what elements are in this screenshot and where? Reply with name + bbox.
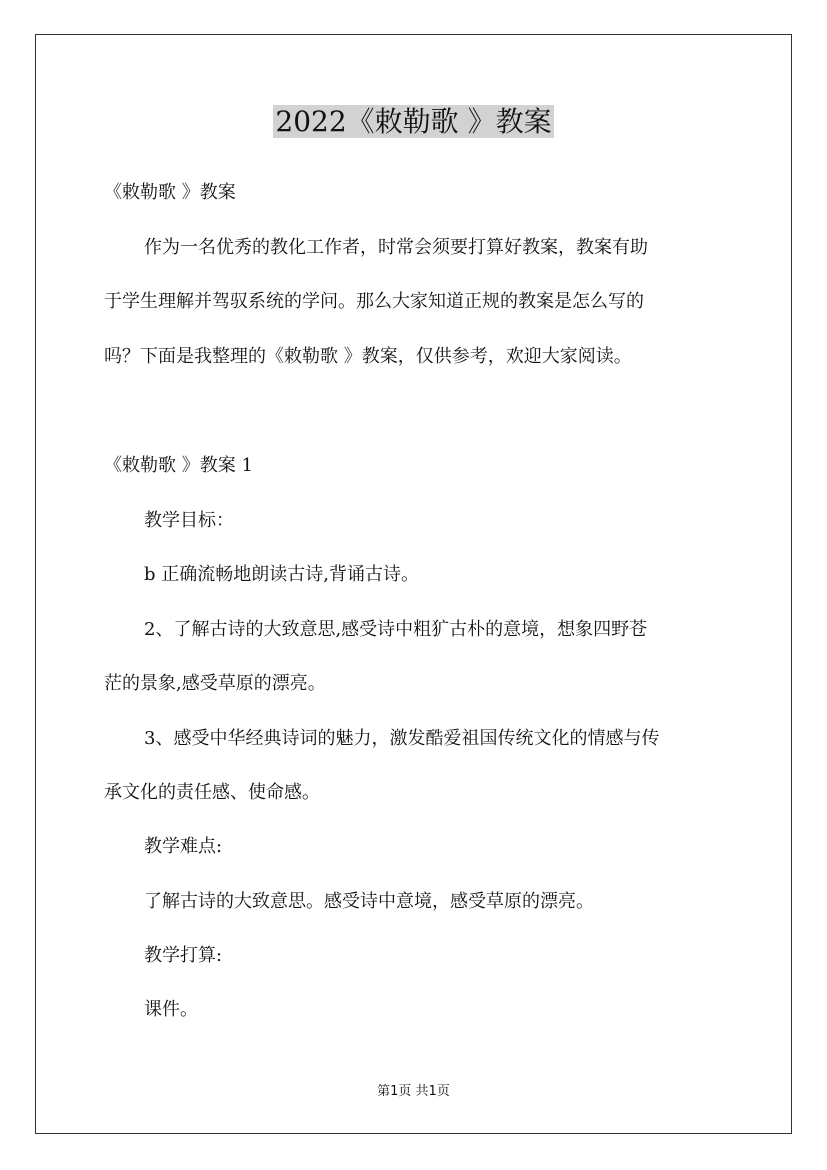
section-heading: 《敕勒歌 》教案 1 [104, 455, 253, 476]
preparation-text: 课件。 [144, 999, 198, 1020]
objective-3-line-2: 承文化的责任感、使命感。 [104, 782, 320, 803]
objective-1: b 正确流畅地朗读古诗,背诵古诗。 [144, 564, 419, 585]
difficulty-text: 了解古诗的大致意思。感受诗中意境，感受草原的漂亮。 [144, 891, 594, 912]
intro-line-2: 于学生理解并驾驭系统的学问。那么大家知道正规的教案是怎么写的 [104, 291, 644, 312]
preparation-heading: 教学打算: [144, 945, 223, 966]
difficulty-heading: 教学难点: [144, 836, 223, 857]
objectives-heading: 教学目标： [144, 510, 234, 531]
subtitle-line: 《敕勒歌 》教案 [104, 182, 236, 203]
objective-3-line-1: 3、感受中华经典诗词的魅力，激发酷爱祖国传统文化的情感与传 [144, 728, 660, 749]
objective-2-line-2: 茫的景象,感受草原的漂亮。 [104, 673, 326, 694]
document-title: 2022《敕勒歌 》教案 [275, 105, 552, 138]
intro-line-1: 作为一名优秀的教化工作者，时常会须要打算好教案，教案有助 [144, 237, 648, 258]
intro-line-3: 吗？下面是我整理的《敕勒歌 》教案，仅供参考，欢迎大家阅读。 [104, 346, 632, 367]
page-footer: 第1页 共1页 [377, 1084, 450, 1099]
objective-2-line-1: 2、了解古诗的大致意思,感受诗中粗犷古朴的意境，想象四野苍 [144, 619, 648, 640]
